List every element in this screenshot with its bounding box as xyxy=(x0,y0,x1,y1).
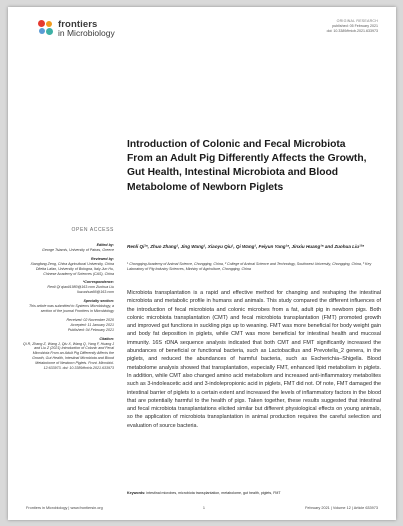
paper-title: Introduction of Colonic and Fecal Microbiota From an Adult Pig Differently Affects the Growth, Gut Health, Intestinal Microbiota and Blood Metabolome of Newborn Piglets xyxy=(127,139,367,193)
keywords xyxy=(127,491,381,495)
reviewed-by-label: Reviewed by: xyxy=(91,256,114,261)
abstract: Microbiota transplantation is a rapid and effective method for changing and reshaping the intestinal microbiota and metabolic profile in humans and animals. This study compared the different influences of the introduction of fecal microbiota and colonic microbes from a fat, adult pig in newborn pigs. Both colonic microbiota transplantation (CMT) and fecal microbiota transplantation (FMT) promoted growth and improved gut functions in suckling pigs up to weaning. FMT was more beneficial for body weight gain and body fat deposition in piglets, while CMT was more beneficial for intestinal health and mucosal immunity. 16S rDNA sequence analysis indicated that both CMT and FMT significantly increased the abundances of beneficial or functional bacteria, such as Lactobacillus and Prevotella_2 genera, in the piglets, and reduced the abundances of harmful bacteria, such as Escherichia–Shigella. Blood metabolome analysis showed that transplantation, especially FMT, enhanced lipid metabolism in piglets. In addition, while CMT also changed amino acid metabolism and increased anti-inflammatory metabolites such as 3-indoleacetic acid and 3-indolepropionic acid in piglets, FMT did not. Of note, FMT damaged the intestinal barrier of piglets to a certain extent and increased the levels of inflammatory factors in the blood that are potentially harmful to the health of pigs. Taken together, these results suggested that intestinal and fecal microbiota transplantations elicited similar but different physiological effects on young animals, so the application of microbiota transplantation in animal production requires the careful selection and evaluation of source bacteria. xyxy=(127,290,381,429)
doi: doi: 10.3389/fmicb.2021.633973 xyxy=(326,29,378,33)
citation: Qi R, Zhang Z, Wang J, Qiu X, Wang Q, Yang F, Huang J and Liu Z (2021) Introduction of Colonic and Fecal Microbiota From an Adult Pig Differently Affects the Growth, Gut Health, Intestinal Microbiota and Blood Metabolome of Newborn Piglets. Front. Microbiol. 12:633973. doi: 10.3389/fmicb.2021.633973 xyxy=(23,341,114,371)
page-footer xyxy=(26,506,378,510)
article-type: ORIGINAL RESEARCH xyxy=(336,19,378,23)
open-access-label: OPEN ACCESS xyxy=(71,227,114,233)
correspondence: Renli Qi qiaoli1980@163.com Zuohua Liu liuzuohua66@163.com xyxy=(47,285,114,295)
received-date: Received: 02 November 2020 xyxy=(66,317,114,322)
page-number: 1 xyxy=(202,506,205,510)
article-meta xyxy=(327,19,378,34)
edited-by: George Tsiamis, University of Patras, Greece xyxy=(42,247,114,252)
accepted-date: Accepted: 11 January 2021 xyxy=(70,322,114,327)
frontiers-logo-mark-icon xyxy=(38,20,54,36)
sidebar-published-date: Published: 04 February 2021 xyxy=(67,327,114,332)
specialty-section: This article was submitted to Systems Microbiology, a section of the journal Frontiers in Microbiology xyxy=(28,304,114,313)
sidebar-info xyxy=(22,243,114,375)
specialty-label: Specialty section: xyxy=(83,299,114,304)
brand-name: frontiers xyxy=(58,19,98,30)
reviewed-by: Xiangfang Zeng, China Agricultural University, China Diletta Lafan, University of Bologna, Italy Jun Hu, Chinese Academy of Sciences (CAS), China xyxy=(30,261,114,276)
affiliations: ¹ Chongqing Academy of Animal Science, Chongqing, China, ² College of Animal Science and Technology, Southwest University, Chongqing, China, ³ Key Laboratory of Pig Industry Sciences, Ministry of Agriculture, Chongqing, China xyxy=(127,262,372,272)
frontiers-logo xyxy=(38,20,115,38)
keywords-label: Keywords: xyxy=(127,491,146,495)
author-list: Renli Qi¹*, Zhuo Zhang¹, Jing Wang¹, Xiaoyu Qiu¹, Qi Wang¹, Feiyun Yang¹*, Jinxiu Huang¹* and Zuohua Liu¹²* xyxy=(127,244,364,249)
keywords-text: intestinal microbes, microbiota transplantation, metabolome, gut health, piglets, FMT xyxy=(146,491,281,495)
footer-journal: Frontiers in Microbiology | www.frontiersin.org xyxy=(26,506,103,510)
footer-issue: February 2021 | Volume 12 | Article 633973 xyxy=(305,506,378,510)
citation-label: Citation: xyxy=(99,336,114,341)
correspondence-label: *Correspondence: xyxy=(82,280,114,285)
journal-name: in Microbiology xyxy=(58,28,115,38)
edited-by-label: Edited by: xyxy=(96,243,114,247)
paper-page xyxy=(8,7,396,520)
published-date: published: 05 February 2021 xyxy=(332,24,378,28)
